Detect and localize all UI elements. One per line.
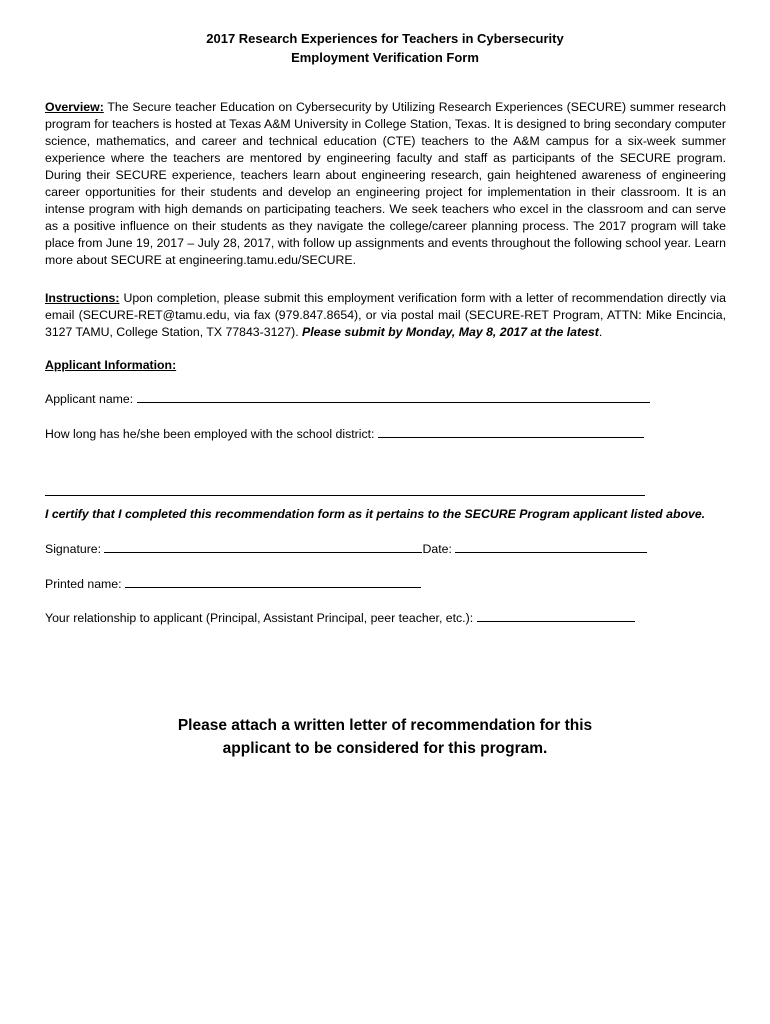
overview-label: Overview: — [45, 100, 104, 114]
instructions-label: Instructions: — [45, 291, 120, 305]
date-field[interactable] — [455, 540, 647, 553]
applicant-information-heading: Applicant Information: — [45, 358, 177, 372]
employment-duration-row — [45, 425, 644, 443]
instructions-end: . — [598, 325, 603, 339]
date-label: Date: — [422, 542, 456, 556]
overview-paragraph — [45, 99, 726, 269]
closing-note-line1: Please attach a written letter of recommendation for this — [177, 717, 593, 734]
printed-name-field[interactable] — [125, 575, 421, 588]
signature-row — [45, 540, 647, 558]
overview-text: The Secure teacher Education on Cybersecurity by Utilizing Research Experiences (SECURE) summer research program for teachers is hosted at Texas A&M University in College Station, Texas. It is designed to bring secondary computer science, mathematics, and career and technical education (CTE) teachers to the A&M campus for a six-week summer experience where the teachers are mentored by engineering faculty and staff as participants of the SECURE program. During their SECURE experience, teachers learn about engineering research, gain heightened awareness of engineering career opportunities for their students and develop an engineering project for implementation in their classroom. It is an intense program with high demands on participating teachers. We seek teachers who excel in the classroom and can serve as a positive influence on their students as they navigate the college/career planning process. The 2017 program will take place from June 19, 2017 – July 28, 2017, with follow up assignments and events throughout the following school year. Learn more about SECURE at engineering.tamu.edu/SECURE. — [45, 100, 726, 267]
closing-note-line2: applicant to be considered for this program. — [222, 740, 548, 757]
instructions-paragraph — [45, 290, 726, 341]
employment-duration-label: How long has he/she been employed with the school district: — [45, 427, 378, 441]
applicant-name-field[interactable] — [137, 390, 650, 403]
instructions-text: Upon completion, please submit this employment verification form with a letter of recommendation directly via email (SECURE-RET@tamu.edu, via fax (979.847.8654), or via postal mail (SECURE-RET Program, ATTN: Mike Encincia, 3127 TAMU, College Station, TX 77843-3127). — [45, 291, 726, 339]
printed-name-label: Printed name: — [45, 577, 125, 591]
employment-duration-field[interactable] — [378, 425, 644, 438]
printed-name-row — [45, 575, 421, 593]
submission-deadline: Please submit by Monday, May 8, 2017 at the latest — [302, 325, 599, 339]
applicant-name-label: Applicant name: — [45, 392, 137, 406]
blank-response-line[interactable] — [45, 495, 645, 496]
form-title: 2017 Research Experiences for Teachers in Cybersecurity — [206, 31, 564, 46]
signature-label: Signature: — [45, 542, 105, 556]
signature-field[interactable] — [104, 540, 422, 553]
relationship-field[interactable] — [477, 609, 635, 622]
certification-statement: I certify that I completed this recommendation form as it pertains to the SECURE Program applicant listed above. — [45, 507, 706, 521]
relationship-row — [45, 609, 635, 627]
applicant-name-row — [45, 390, 650, 408]
relationship-label: Your relationship to applicant (Principal, Assistant Principal, peer teacher, etc.): — [45, 611, 477, 625]
form-subtitle: Employment Verification Form — [291, 50, 479, 65]
